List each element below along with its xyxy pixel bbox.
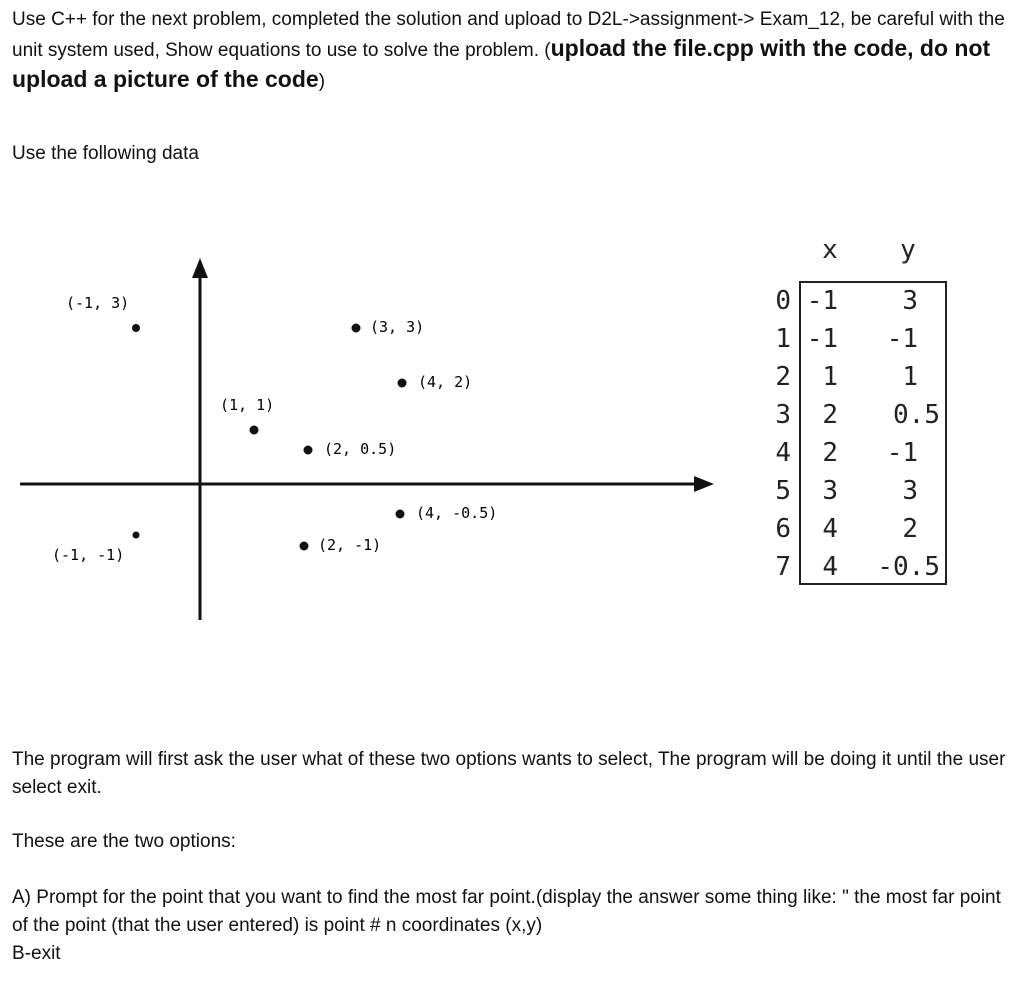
point-2-0.5 [304,446,313,455]
table-row [775,476,918,506]
point-3-3 [352,324,361,333]
point-label: (4, 2) [418,373,473,391]
table-row [775,362,918,392]
data-figure [0,230,1024,630]
option-b-text: B-exit [12,943,61,964]
row-index: 7 [775,552,791,582]
point-4-neg0.5 [396,510,405,519]
point-neg1-3 [132,324,140,332]
option-a-text: A) Prompt for the point that you want to find the most far point.(display the answer some thing like: " the most far point of the point (that the user entered) is point # n coordinates (x,y) [12,887,1001,936]
cell-x: 1 [822,362,838,392]
program-description: The program will first ask the user what of these two options wants to select, The program will be doing it until the user select exit. [12,749,1006,798]
row-index: 3 [775,400,791,430]
cell-x: -1 [806,286,838,316]
y-axis-arrow-icon [192,258,208,278]
table-row [775,514,918,544]
use-data-label: Use the following data [12,143,199,164]
cell-x: 4 [822,514,838,544]
cell-y: -1 [886,438,918,468]
cell-x: 2 [822,400,838,430]
scatter-plot [20,258,714,620]
table-row [775,286,918,316]
row-index: 0 [775,286,791,316]
point-neg1-neg1 [133,532,140,539]
cell-y: 2 [902,514,918,544]
point-1-1 [250,426,259,435]
column-header-y: y [900,235,916,265]
cell-y: -0.5 [877,552,940,582]
column-header-x: x [822,235,838,265]
point-label: (2, 0.5) [324,440,397,458]
point-label: (2, -1) [318,536,382,554]
table-row [775,324,918,354]
row-index: 2 [775,362,791,392]
instructions-paragraph [12,6,1012,96]
point-4-2 [398,379,407,388]
x-axis-arrow-icon [694,476,714,492]
point-label: (3, 3) [370,318,425,336]
row-index: 5 [775,476,791,506]
cell-x: 4 [822,552,838,582]
cell-y: 3 [902,476,918,506]
table-row [775,438,918,468]
cell-y: 1 [902,362,918,392]
cell-y: 0.5 [893,400,940,430]
instructions-close-paren: ) [318,71,326,92]
cell-y: -1 [886,324,918,354]
row-index: 1 [775,324,791,354]
cell-x: -1 [806,324,838,354]
instructions-bold-text: upload the file.cpp with the code, do not upload a picture of the code [12,35,991,92]
row-index: 4 [775,438,791,468]
instructions-text: Use C++ for the next problem, completed the solution and upload to D2L->assignment-> Exam_12, be careful with the unit system used, Show equations to use to solve the problem. ( [12,9,1005,61]
point-label: (4, -0.5) [416,504,498,522]
cell-x: 3 [822,476,838,506]
cell-y: 3 [902,286,918,316]
row-index: 6 [775,514,791,544]
cell-x: 2 [822,438,838,468]
point-label: (-1, 3) [66,294,130,312]
point-label: (-1, -1) [52,546,125,564]
data-table [775,235,946,584]
options-intro: These are the two options: [12,831,236,852]
point-label: (1, 1) [220,396,275,414]
point-2-neg1 [300,542,309,551]
